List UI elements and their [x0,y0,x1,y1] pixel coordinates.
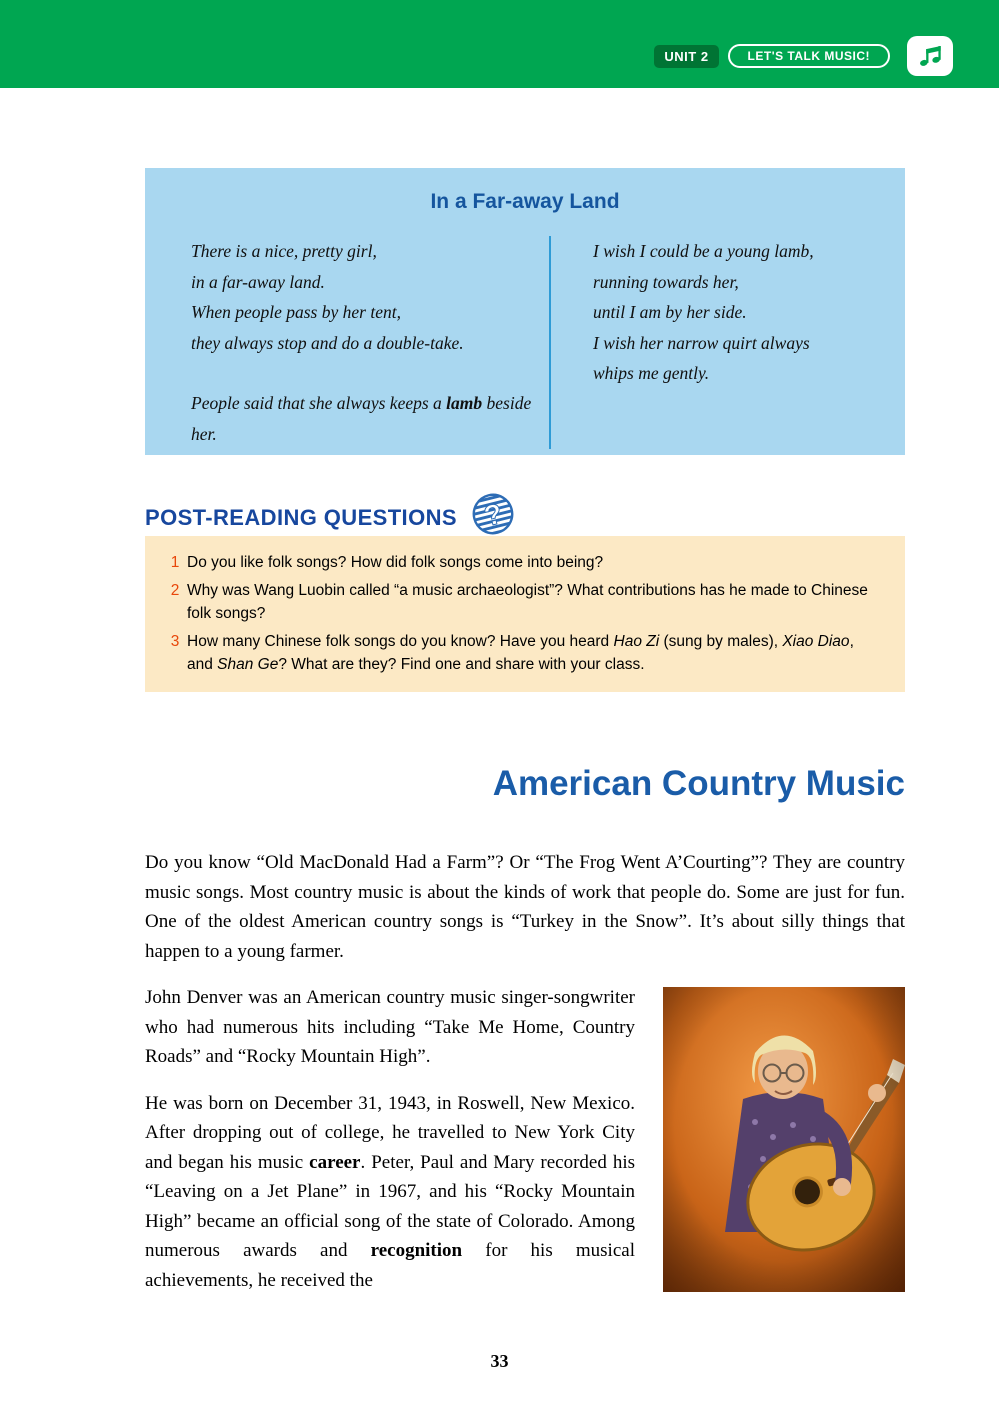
song-line: in a far-away land. [191,271,325,292]
question-item [163,630,881,676]
unit-title-pill: LET'S TALK MUSIC! [728,44,890,68]
article-paragraph: John Denver was an American country music singer-songwriter who had numerous hits including “Take Me Home, Country Roads” and “Rocky Mountain High”. [145,987,635,1067]
question-text: How many Chinese folk songs do you know? Have you heard Hao Zi (sung by males), Xiao Diao, and Shan Ge? What are they? Find one and share with your class. [187,633,854,673]
song-stanza-1 [191,236,539,358]
song-line: they always stop and do a double-take. [191,332,464,353]
song-line: running towards her, [593,271,739,292]
song-stanza-3 [593,236,859,389]
question-number: 2 [170,582,180,599]
song-line: When people pass by her tent, [191,302,401,322]
svg-text:?: ? [480,497,506,534]
question-number: 1 [170,554,180,571]
question-number: 3 [170,633,180,650]
article-paragraph: He was born on December 31, 1943, in Roswell, New Mexico. After dropping out of college, he travelled to New York City and began his music career. Peter, Paul and Mary recorded his “Leaving on a Jet Plane” in 1967, and his “Rocky Mountain High” became an official song of the state of Colorado. Among numerous awards and recognition for his musical achievements, he received the [145,1092,635,1291]
music-notes-icon [907,36,953,76]
unit-header-bar [0,0,999,88]
question-text: Do you like folk songs? How did folk songs come into being? [187,554,604,571]
question-text: Why was Wang Luobin called “a music archaeologist”? What contributions has he made to Chinese folk songs? [187,582,868,622]
unit-header-labels [654,36,953,76]
song-columns [145,236,905,449]
article-paragraph: Do you know “Old MacDonald Had a Farm”? Or “The Frog Went A’Courting”? They are country music songs. Most country music is about the kinds of work that people do. Some are just for fun. One of the oldest American country songs is “Turkey in the Snow”. It’s about silly things that happen to a young farmer. [145,852,905,962]
article-title: American Country Music [492,764,905,803]
unit-badge: UNIT 2 [654,45,718,68]
question-item [163,551,881,574]
song-line: I wish I could be a young lamb, [593,241,814,261]
song-right-column [549,236,859,449]
song-line: I wish her narrow quirt always [593,332,810,353]
song-stanza-2: People said that she always keeps a lamb beside her. [191,393,532,444]
article-body [145,848,905,1312]
page-number: 33 [490,1351,509,1371]
question-icon [467,490,519,543]
song-line: There is a nice, pretty girl, [191,241,377,261]
post-reading-heading: POST-READING QUESTIONS [145,504,457,530]
john-denver-photo [663,987,905,1292]
song-title: In a Far-away Land [430,190,620,213]
song-line: whips me gently. [593,363,710,383]
post-reading-heading-row [145,492,519,543]
question-item [163,579,881,625]
song-left-column [191,236,549,449]
song-box [145,168,905,455]
song-line: until I am by her side. [593,302,747,322]
post-reading-questions-box [145,536,905,692]
